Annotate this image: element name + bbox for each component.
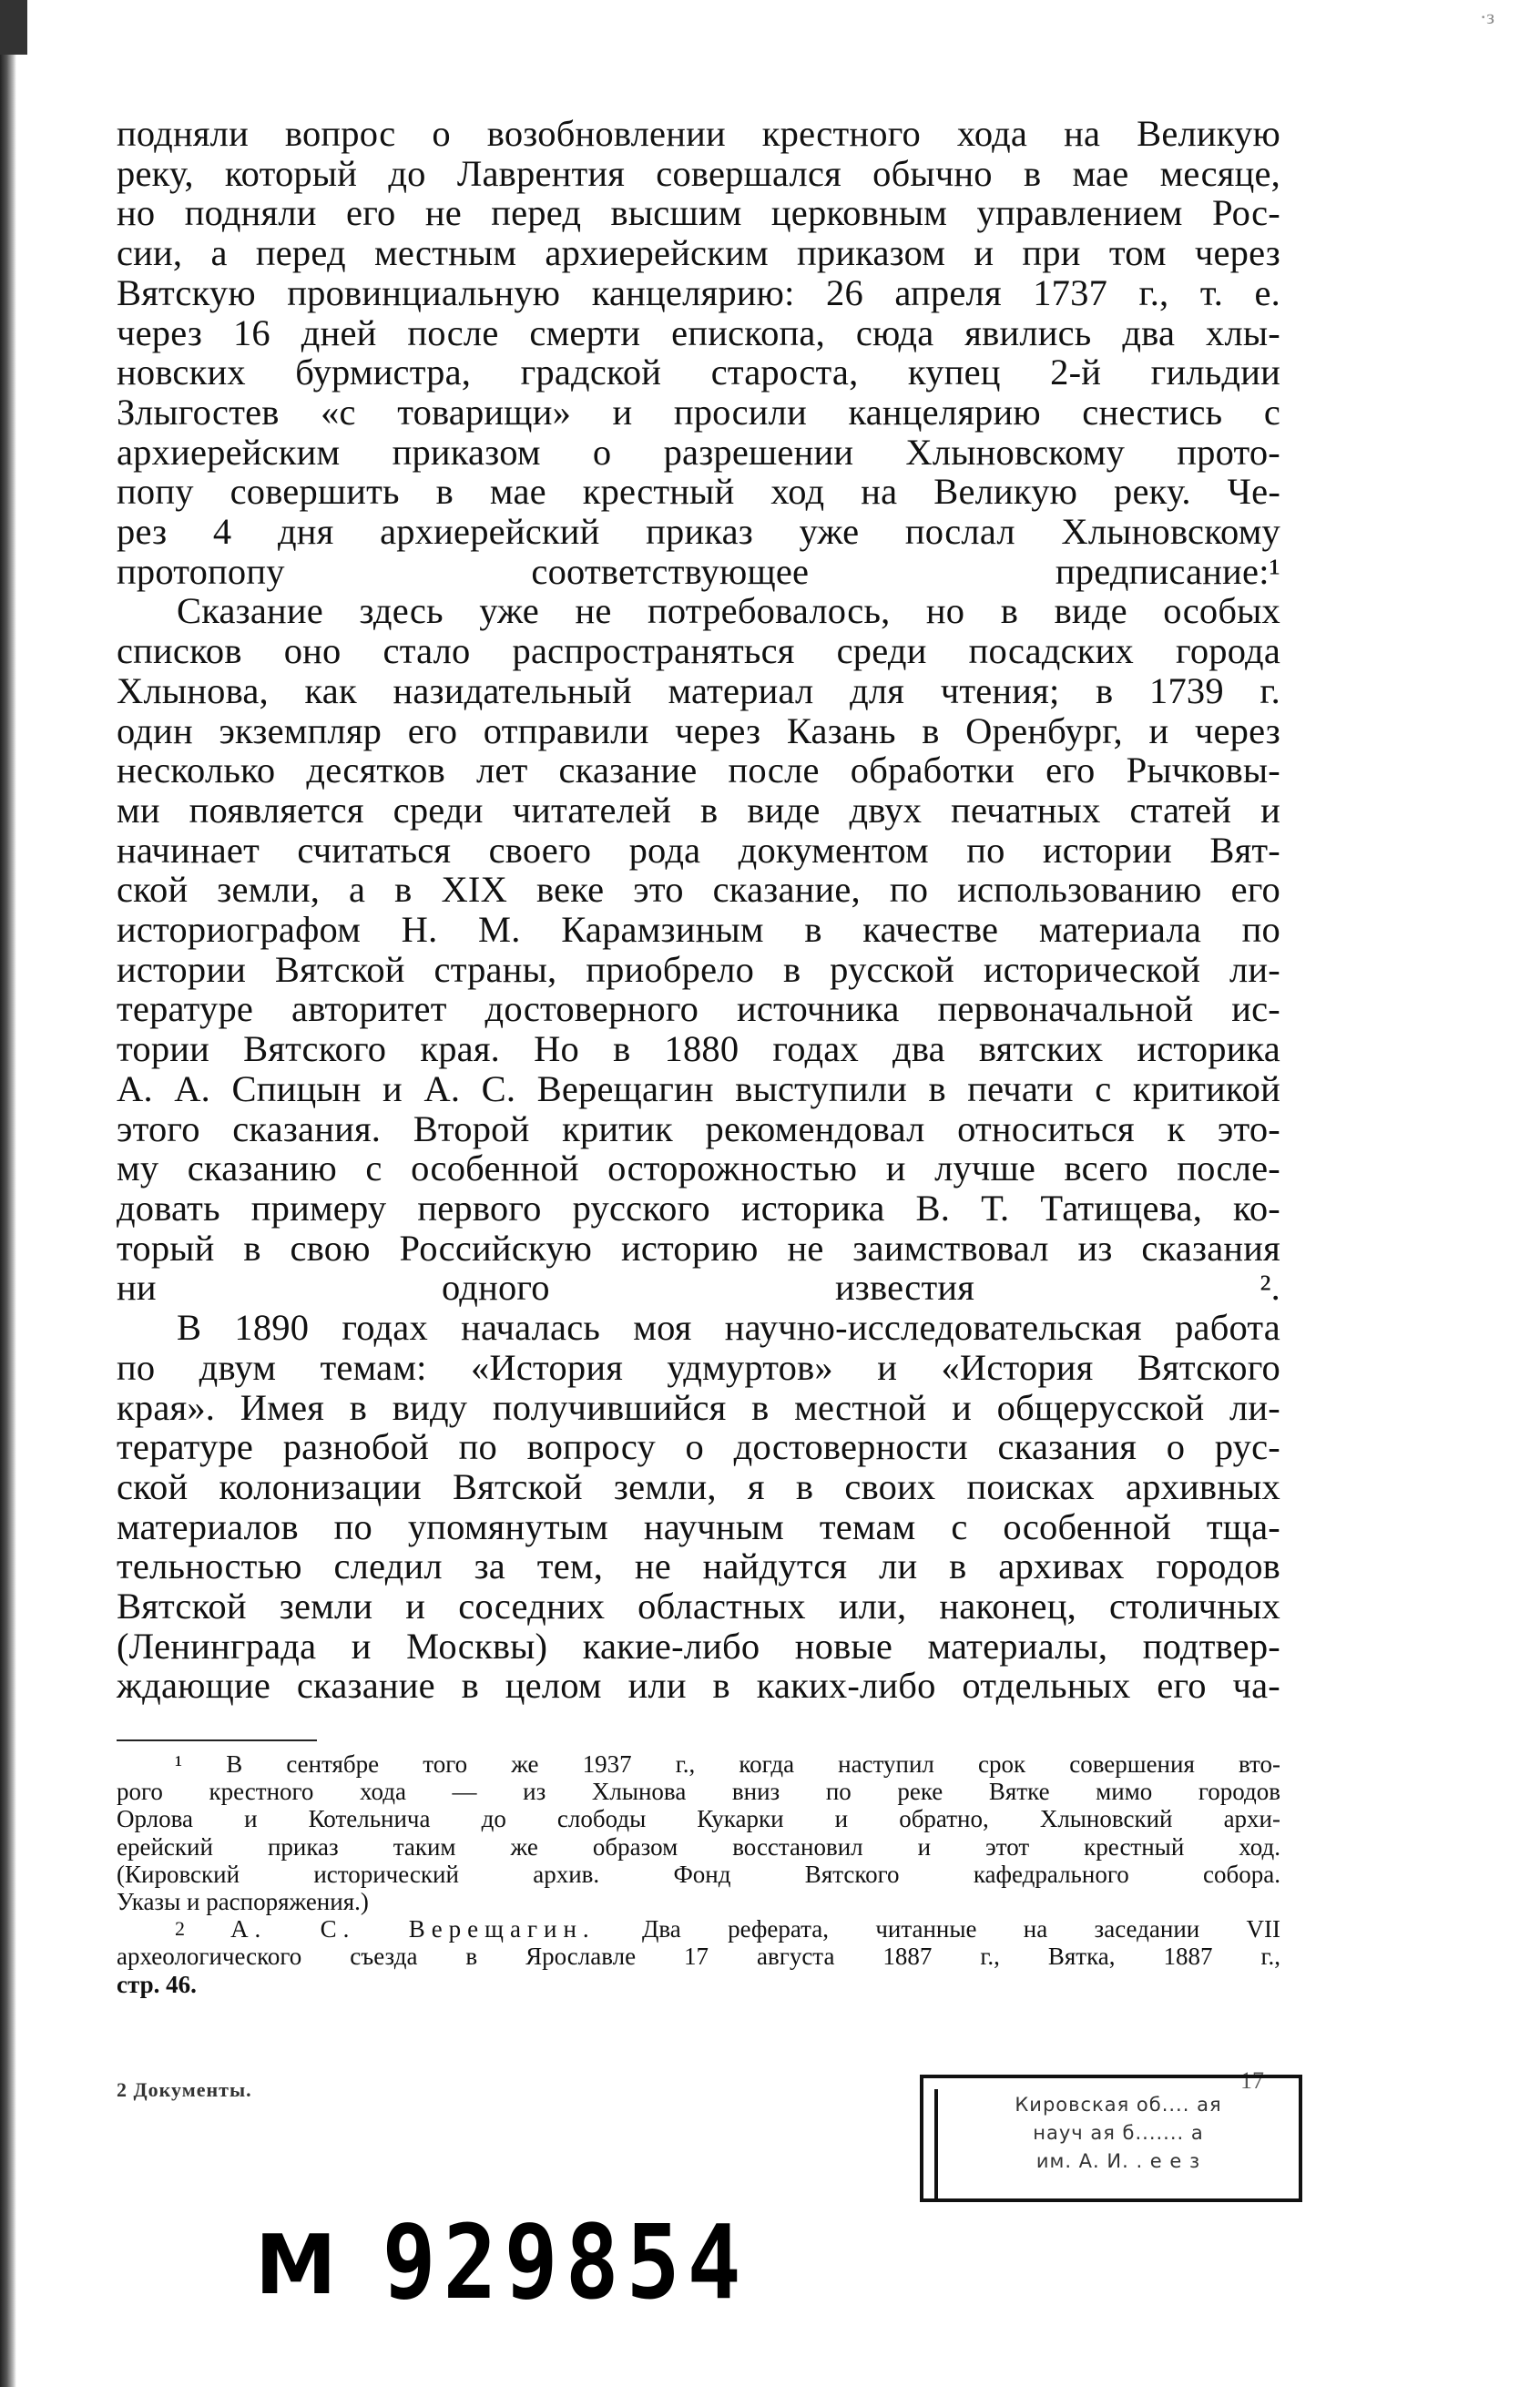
- footnote-line: Орлова и Котельнича до слободы Кукарки и обратно, Хлыновский архи-: [117, 1805, 1280, 1833]
- corner-mark: ·з: [1479, 5, 1494, 28]
- text-line: рез 4 дня архиерейский приказ уже послал Хлыновскому: [117, 511, 1280, 553]
- text-line: тории Вятского края. Но в 1880 годах два вятских историка: [117, 1028, 1280, 1070]
- page-left-edge-shadow: [0, 0, 16, 2387]
- page-corner-shadow: [0, 0, 27, 55]
- text-line: ми появляется среди читателей в виде двух печатных статей и: [117, 789, 1280, 831]
- footnote-line: (Кировский исторический архив. Фонд Вятского кафедрального собора.: [117, 1860, 1280, 1888]
- text-line: Вятскую провинциальную канцелярию: 26 апреля 1737 г., т. е.: [117, 271, 1280, 313]
- footnote-line: ерейский приказ таким же образом восстановил и этот крестный ход.: [117, 1832, 1280, 1861]
- footnote-author: А. С. Верещагин.: [230, 1915, 596, 1943]
- text-line: Вятской земли и соседних областных или, наконец, столичных: [117, 1586, 1280, 1627]
- page-number: 17: [1240, 2067, 1264, 2094]
- footnote-1: [117, 1750, 1280, 1915]
- text-line: торый в свою Российскую историю не заимствовал из сказания: [117, 1227, 1280, 1269]
- text-line: архиерейским приказом о разрешении Хлыновскому прото-: [117, 431, 1280, 473]
- footnote-line: археологического съезда в Ярославле 17 августа 1887 г., Вятка, 1887 г.,: [117, 1943, 1280, 1971]
- footnote-separator: [117, 1739, 317, 1741]
- signature-mark: 2 Документы.: [117, 2078, 252, 2101]
- footnote-2: $^2$ А. С. Верещагин. Два реферата, читанные на заседании VII археологического съезда в Ярославле 17 августа 1887 г., Вятка, 1887 г., стр. 46.: [117, 1915, 1281, 1998]
- text-line: ждающие сказание в целом или в каких-либо отдельных его ча-: [117, 1665, 1280, 1707]
- footnote-line: ¹ В сентябре того же 1937 г., когда наступил срок совершения вто-: [175, 1750, 1280, 1778]
- text-line: материалов по упомянутым научным темам с особенной тща-: [117, 1505, 1280, 1547]
- text-line: (Ленинграда и Москвы) какие-либо новые материалы, подтвер-: [117, 1625, 1280, 1667]
- footnote-line: рого крестного хода — из Хлынова вниз по реке Вятке мимо городов: [117, 1778, 1280, 1806]
- text-line: ни одного известия ².: [117, 1267, 1280, 1309]
- footnote-line: Указы и распоряжения.): [117, 1888, 369, 1916]
- text-line: историографом Н. М. Карамзиным в качестве материала по: [117, 909, 1280, 951]
- paragraph-3: [117, 1308, 1280, 1706]
- text-line: Злыгостев «с товарищи» и просили канцелярию снестись с: [117, 391, 1280, 433]
- text-line: новских бурмистра, градской староста, купец 2-й гильдии: [117, 352, 1280, 393]
- text-line: довать примеру первого русского историка В. Т. Татищева, ко-: [117, 1187, 1280, 1229]
- text-line: подняли вопрос о возобновлении крестного хода на Великую: [117, 113, 1280, 154]
- text-line: начинает считаться своего рода документом по истории Вят-: [117, 829, 1280, 871]
- footnotes: [117, 1750, 1280, 1998]
- text-line: реку, который до Лаврентия совершался обычно в мае месяце,: [117, 152, 1280, 194]
- stamp-line: Кировская об.... ая: [1015, 2094, 1222, 2116]
- paragraph-1: [117, 114, 1280, 591]
- text-line: ской колонизации Вятской земли, я в своих поисках архивных: [117, 1465, 1280, 1507]
- library-stamp: [920, 2075, 1302, 2202]
- text-line: В 1890 годах началась моя научно-исследовательская работа: [177, 1307, 1280, 1349]
- inventory-digits: 929854: [382, 2203, 749, 2323]
- footnote-line: стр. 46.: [117, 1970, 197, 1998]
- text-line: края». Имея в виду получившийся в местной и общерусской ли-: [117, 1386, 1280, 1428]
- text-line: несколько десятков лет сказание после обработки его Рычковы-: [117, 750, 1280, 791]
- stamp-line: науч ая б....... а: [1033, 2122, 1204, 2144]
- paragraph-2: [117, 591, 1280, 1308]
- text-line: ской земли, а в XIX веке это сказание, по использованию его: [117, 869, 1280, 911]
- inventory-number: [255, 2203, 749, 2323]
- text-line: Хлынова, как назидательный материал для чтения; в 1739 г.: [117, 669, 1280, 711]
- main-text: [117, 114, 1280, 1706]
- text-line: один экземпляр его отправили через Казань в Оренбург, и через: [117, 709, 1280, 751]
- text-line: списков оно стало распространяться среди посадских города: [117, 630, 1280, 672]
- text-line: сии, а перед местным архиерейским приказом и при том через: [117, 232, 1280, 274]
- text-line: тературе авторитет достоверного источника первоначальной ис-: [117, 988, 1280, 1030]
- inventory-prefix: М: [255, 2218, 337, 2313]
- text-line: тельностью следил за тем, не найдутся ли в архивах городов: [117, 1545, 1280, 1587]
- text-line: А. А. Спицын и А. С. Верещагин выступили в печати с критикой: [117, 1067, 1280, 1109]
- text-line: этого сказания. Второй критик рекомендовал относиться к это-: [117, 1107, 1280, 1149]
- text-line: попу совершить в мае крестный ход на Великую реку. Че-: [117, 471, 1280, 513]
- text-line: через 16 дней после смерти епископа, сюда явились два хлы-: [117, 311, 1280, 353]
- text-line: му сказанию с особенной осторожностью и лучше всего после-: [117, 1148, 1280, 1189]
- text-line: протопопу соответствующее предписание:¹: [117, 550, 1280, 592]
- footnote-line: Два реферата, читанные на заседании VII: [641, 1915, 1281, 1943]
- text-line: тературе разнобой по вопросу о достоверности сказания о рус-: [117, 1426, 1280, 1468]
- text-line: Сказание здесь уже не потребовалось, но в виде особых: [177, 590, 1280, 632]
- text-line: по двум темам: «История удмуртов» и «История Вятского: [117, 1346, 1280, 1388]
- text-line: истории Вятской страны, приобрело в русской исторической ли-: [117, 948, 1280, 990]
- stamp-line: им. А. И. . е е з: [1035, 2150, 1201, 2172]
- text-line: но подняли его не перед высшим церковным управлением Рос-: [117, 192, 1280, 234]
